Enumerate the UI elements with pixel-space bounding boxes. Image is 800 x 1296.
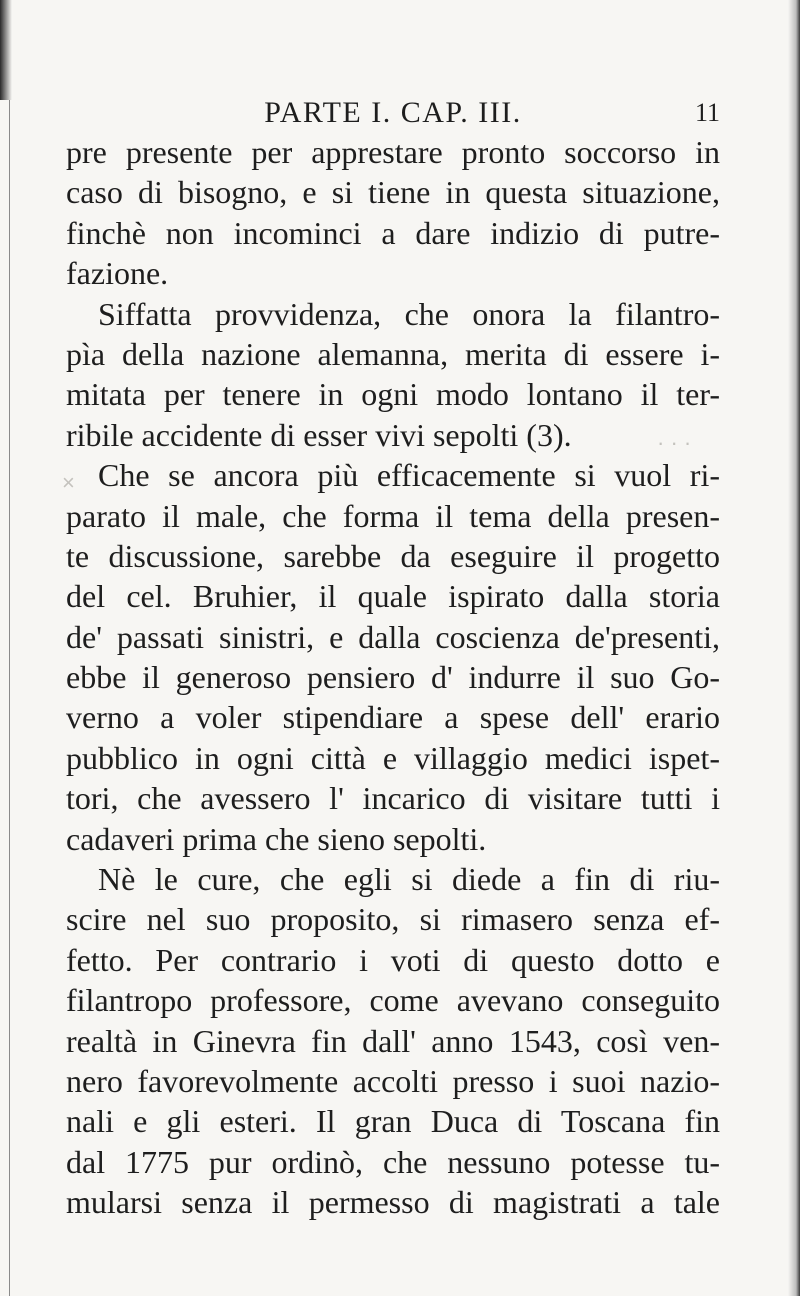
faint-marginal-mark: ×: [62, 470, 75, 495]
text-line: cadaveri prima che sieno sepolti.: [66, 820, 487, 857]
faint-marginal-mark: · · ·: [657, 430, 692, 455]
text-line: te discussione, sarebbe da eseguire il progetto: [66, 537, 720, 574]
text-line: pre presente per apprestare pronto soccorso in: [66, 134, 720, 170]
text-line: Che se ancora più efficacemente si vuol ri-: [98, 457, 720, 494]
text-line: tori, che avessero l' incarico di visitare tutti i: [66, 780, 720, 817]
page-left-edge: [9, 100, 10, 1296]
text-line: pìa della nazione alemanna, merita di essere i-: [66, 335, 720, 372]
text-line: dal 1775 pur ordinò, che nessuno potesse tu-: [66, 1143, 720, 1180]
text-line: realtà in Ginevra fin dall' anno 1543, così ven-: [66, 1022, 720, 1059]
text-line: caso di bisogno, e si tiene in questa situazione,: [66, 174, 720, 211]
text-line: Siffatta provvidenza, che onora la filantro-: [98, 295, 720, 332]
running-head: PARTE I. CAP. III.: [264, 96, 522, 129]
page-right-edge: [788, 0, 800, 1296]
page-number: 11: [694, 98, 720, 127]
text-line: scire nel suo proposito, si rimasero senza ef-: [66, 901, 720, 938]
text-line: pubblico in ogni città e villaggio medici ispet-: [66, 739, 720, 776]
page-header: [66, 92, 720, 132]
text-line: ebbe il generoso pensiero d' indurre il suo Go-: [66, 659, 720, 696]
text-line: fazione.: [66, 255, 169, 292]
text-line: fetto. Per contrario i voti di questo dotto e: [66, 941, 720, 978]
text-line: filantropo professore, come avevano conseguito: [66, 982, 720, 1019]
text-line: nero favorevolmente accolti presso i suoi nazio-: [66, 1062, 720, 1099]
text-line: nali e gli esteri. Il gran Duca di Toscana fin: [66, 1103, 720, 1140]
page-gutter-shadow: [0, 0, 12, 100]
text-line: mitata per tenere in ogni modo lontano il ter-: [66, 376, 720, 413]
text-line: finchè non incominci a dare indizio di putre-: [66, 214, 720, 251]
text-line: verno a voler stipendiare a spese dell' erario: [66, 699, 720, 736]
text-line: mularsi senza il permesso di magistrati a tale: [66, 1184, 720, 1221]
text-line: parato il male, che forma il tema della presen-: [66, 497, 720, 534]
text-line: del cel. Bruhier, il quale ispirato dalla storia: [66, 578, 720, 615]
text-line: ribile accidente di esser vivi sepolti (3).: [66, 416, 572, 453]
body-text: [66, 132, 720, 1223]
text-line: de' passati sinistri, e dalla coscienza de'presenti,: [66, 618, 720, 655]
text-line: Nè le cure, che egli si diede a fin di riu-: [98, 861, 720, 898]
